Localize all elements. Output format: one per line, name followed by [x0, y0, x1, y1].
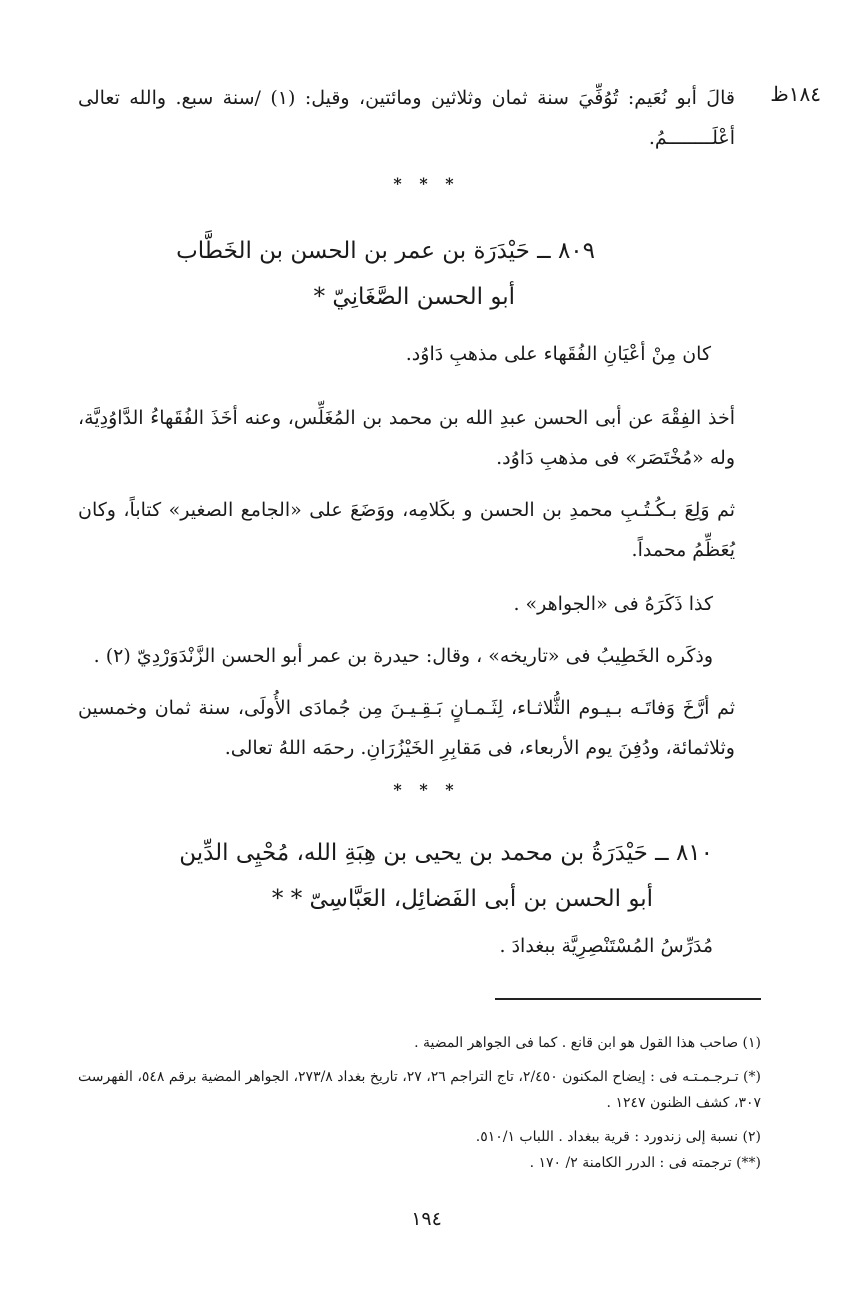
opening-paragraph: قالَ أبو نُعَيم: تُوُفِّيَ سنة ثمان وثلاثين ومائتين، وقيل: (١) /سنة سبع. والله تعالى أعْلَــــــــمُ. — [78, 87, 735, 149]
entry-810-para1: مُدَرِّسُ المُسْتَنْصِرِيَّة ببغدادَ . — [499, 935, 713, 957]
footnotes — [78, 1030, 761, 1176]
footnote-double-star: (**) ترجمته فى : الدرر الكامنة ٢/ ١٧٠ . — [529, 1155, 761, 1171]
footnote-1: (١) صاحب هذا القول هو ابن قانع . كما فى الجواهر المضية . — [414, 1035, 761, 1051]
entry-810-title-line2: أبو الحسن بن أبى الفَضائِل، العَبَّاسِىّ * * — [271, 886, 653, 912]
entry-809-para5: وذكَره الخَطِيبُ فى «تاريخه» ، وقال: حيدرة بن عمر أبو الحسن الزَّنْدَوَرْدِيّ (٢) . — [93, 645, 713, 667]
entry-809-para3: ثم وَلِعَ بـكُـتُـبِ محمدِ بن الحسن و بكَلامِه، ووَضَعَ على «الجامع الصغير» كتاباً، وكان يُعَظِّمُ محمداً. — [78, 499, 735, 561]
entry-809-para1: كان مِنْ أعْيَانِ الفُقَهاء على مذهبِ دَاوُد. — [405, 343, 711, 365]
entry-809-para6: ثم أرَّخَ وَفاتَـه بـيـوم الثُّلاثـاء، لِثَـمـانٍ بَـقِـيـنَ مِن جُمادَى الأُولَى، سنة ثمان وخمسين وثلاثمائة، ودُفِنَ يوم الأربعاء، فى مَقابِرِ الخَيْزُرَانِ. رحمَه اللهُ تعالى. — [78, 697, 735, 759]
entry-809-title-line1: ٨٠٩ ــ حَيْدَرَة بن عمر بن الحسن بن الخَطَّاب — [176, 238, 595, 264]
section-separator-2: * * * — [393, 780, 460, 799]
section-separator: * * * — [393, 174, 460, 193]
manuscript-folio-marker: ١٨٤ظ — [770, 82, 821, 106]
page-number: ١٩٤ — [411, 1208, 442, 1230]
entry-809-para2: أخذ الفِقْهَ عن أبى الحسن عبدِ الله بن محمد بن المُغَلِّس، وعنه أخَذَ الفُقَهاءُ الدَّاوُدِيَّة، وله «مُخْتَصَر» فى مذهبِ دَاوُد. — [78, 407, 735, 469]
entry-810-heading — [60, 830, 713, 922]
entry-810-title-line1: ٨١٠ ــ حَيْدَرَةُ بن محمد بن يحيى بن هِبَةِ الله، مُحْيِى الدِّين — [179, 840, 713, 866]
footnote-star: (*) تـرجـمـتـه فى : إيضاح المكنون ٢/٤٥٠، تاج التراجم ٢٦، ٢٧، تاريخ بغداد ٢٧٣/٨، الجواهر المضية برقم ٥٤٨، الفهرست ٣٠٧، كشف الظنون ١٢٤٧ . — [78, 1069, 761, 1111]
entry-809-para4: كذا ذَكَرَهُ فى «الجواهر» . — [513, 593, 713, 615]
entry-809-heading — [60, 228, 595, 320]
footnote-divider — [495, 998, 761, 1000]
entry-809-title-line2: أبو الحسن الصَّغَانِيّ * — [313, 284, 515, 310]
footnote-2: (٢) نسبة إلى زندورد : قرية ببغداد . اللباب ٥١٠/١. — [475, 1129, 761, 1145]
